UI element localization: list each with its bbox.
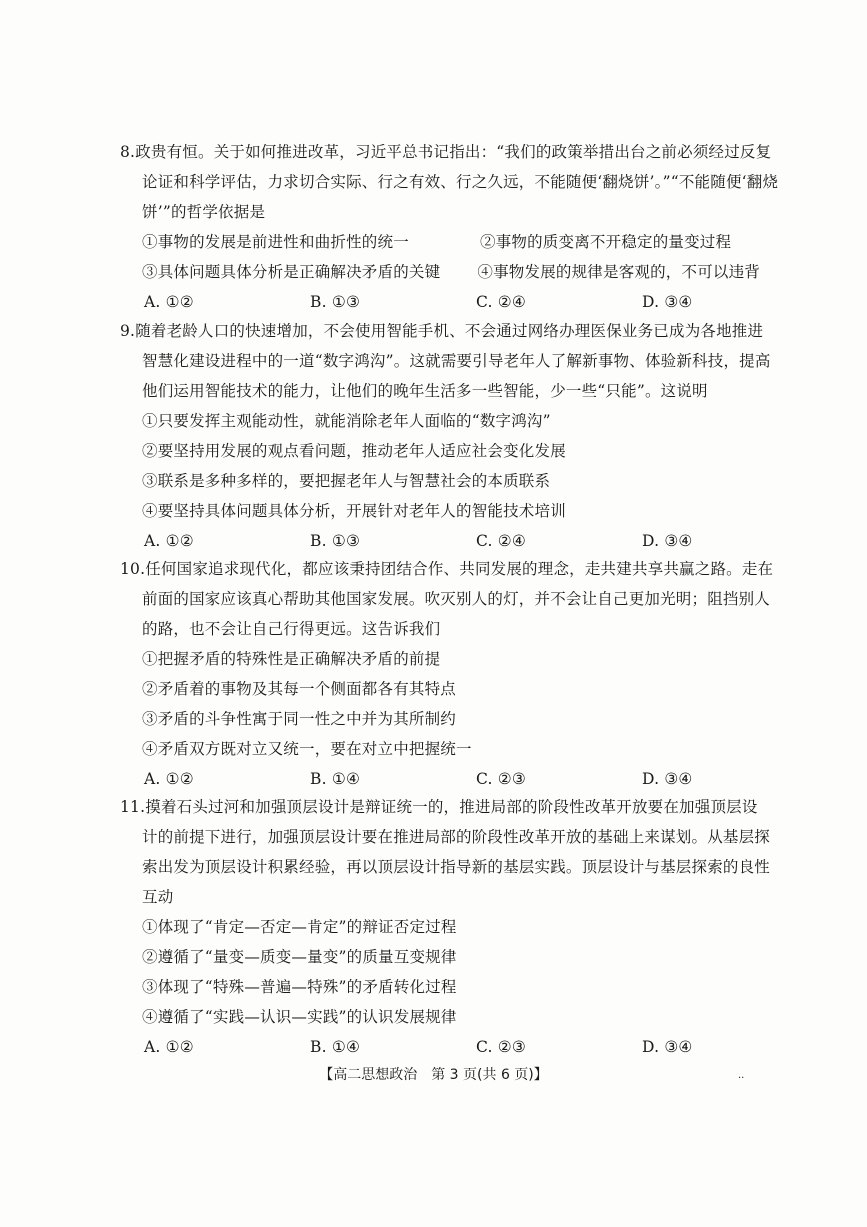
option-2: ②要坚持用发展的观点看问题，推动老年人适应社会变化发展	[142, 442, 566, 460]
option-2: ②矛盾着的事物及其每一个侧面都各有其特点	[142, 680, 457, 698]
question-stem-line: 饼’”的哲学依据是	[142, 203, 266, 221]
question-stem-line: 论证和科学评估，力求切合实际、行之有效、行之久远，不能随便‘翻烧饼’。”“不能随便‘翻烧	[142, 173, 779, 191]
corner-mark: ..	[738, 1070, 745, 1081]
choice-c: C. ②④	[476, 293, 526, 311]
question-stem-line: 10.任何国家追求现代化，都应该秉持团结合作、共同发展的理念，走共建共享共赢之路。走在	[120, 560, 774, 578]
question-stem-line: 互动	[142, 888, 174, 906]
question-stem-line: 8.政贵有恒。关于如何推进改革，习近平总书记指出：“我们的政策举措出台之前必须经过反复	[120, 143, 772, 161]
answer-choices	[120, 287, 760, 317]
answer-choices	[120, 764, 760, 794]
question-9	[120, 316, 771, 556]
option-3: ③具体问题具体分析是正确解决矛盾的关键	[142, 263, 441, 281]
answer-choices	[120, 526, 760, 556]
choice-b: B. ①④	[310, 770, 361, 788]
option-4: ④矛盾双方既对立又统一，要在对立中把握统一	[142, 740, 472, 758]
question-11	[120, 792, 771, 1062]
option-4: ④事物发展的规律是客观的，不可以违背	[477, 263, 760, 281]
question-10	[120, 554, 774, 794]
option-1: ①体现了“肯定—否定—肯定”的辩证否定过程	[142, 918, 457, 936]
option-1: ①事物的发展是前进性和曲折性的统一	[142, 233, 409, 251]
choice-d: D. ③④	[642, 770, 693, 788]
question-stem-line: 9.随着老龄人口的快速增加，不会使用智能手机、不会通过网络办理医保业务已成为各地推进	[120, 322, 764, 340]
option-2: ②遵循了“量变—质变—量变”的质量互变规律	[142, 948, 457, 966]
choice-a: A. ①②	[144, 770, 194, 788]
choice-d: D. ③④	[642, 293, 693, 311]
question-stem-line: 智慧化建设进程中的一道“数字鸿沟”。这就需要引导老年人了解新事物、体验新科技，提高	[142, 352, 771, 370]
option-1: ①只要发挥主观能动性，就能消除老年人面临的“数字鸿沟”	[142, 412, 551, 430]
choice-c: C. ②④	[476, 532, 526, 550]
question-stem-line: 计的前提下进行，加强顶层设计要在推进局部的阶段性改革开放的基础上来谋划。从基层探	[142, 828, 771, 846]
choice-b: B. ①③	[310, 293, 361, 311]
question-stem-line: 他们运用智能技术的能力，让他们的晚年生活多一些智能，少一些“只能”。这说明	[142, 382, 708, 400]
option-1: ①把握矛盾的特殊性是正确解决矛盾的前提	[142, 650, 441, 668]
option-3: ③联系是多种多样的，要把握老年人与智慧社会的本质联系	[142, 472, 551, 490]
choice-a: A. ①②	[144, 293, 194, 311]
option-row	[120, 227, 760, 257]
page-footer: 【高二思想政治 第 3 页(共 6 页)】	[319, 1067, 548, 1083]
question-stem-line: 11.摸着石头过河和加强顶层设计是辩证统一的，推进局部的阶段性改革开放要在加强顶层设	[120, 798, 758, 816]
option-3: ③体现了“特殊—普遍—特殊”的矛盾转化过程	[142, 978, 457, 996]
answer-choices	[120, 1032, 760, 1062]
option-4: ④遵循了“实践—认识—实践”的认识发展规律	[142, 1008, 457, 1026]
choice-a: A. ①②	[144, 532, 194, 550]
option-4: ④要坚持具体问题具体分析，开展针对老年人的智能技术培训	[142, 502, 566, 520]
question-stem-line: 前面的国家应该真心帮助其他国家发展。吹灭别人的灯，并不会让自己更加光明；阻挡别人	[142, 590, 771, 608]
option-row	[120, 257, 760, 287]
choice-c: C. ②③	[476, 1038, 526, 1056]
choice-d: D. ③④	[642, 1038, 693, 1056]
question-stem-line: 的路，也不会让自己行得更远。这告诉我们	[142, 620, 441, 638]
choice-d: D. ③④	[642, 532, 693, 550]
choice-b: B. ①④	[310, 1038, 361, 1056]
option-3: ③矛盾的斗争性寓于同一性之中并为其所制约	[142, 710, 457, 728]
choice-c: C. ②③	[476, 770, 526, 788]
question-8	[120, 137, 779, 317]
choice-a: A. ①②	[144, 1038, 194, 1056]
option-2: ②事物的质变离不开稳定的量变过程	[480, 233, 732, 251]
question-stem-line: 索出发为顶层设计积累经验，再以顶层设计指导新的基层实践。顶层设计与基层探索的良性	[142, 858, 771, 876]
choice-b: B. ①③	[310, 532, 361, 550]
